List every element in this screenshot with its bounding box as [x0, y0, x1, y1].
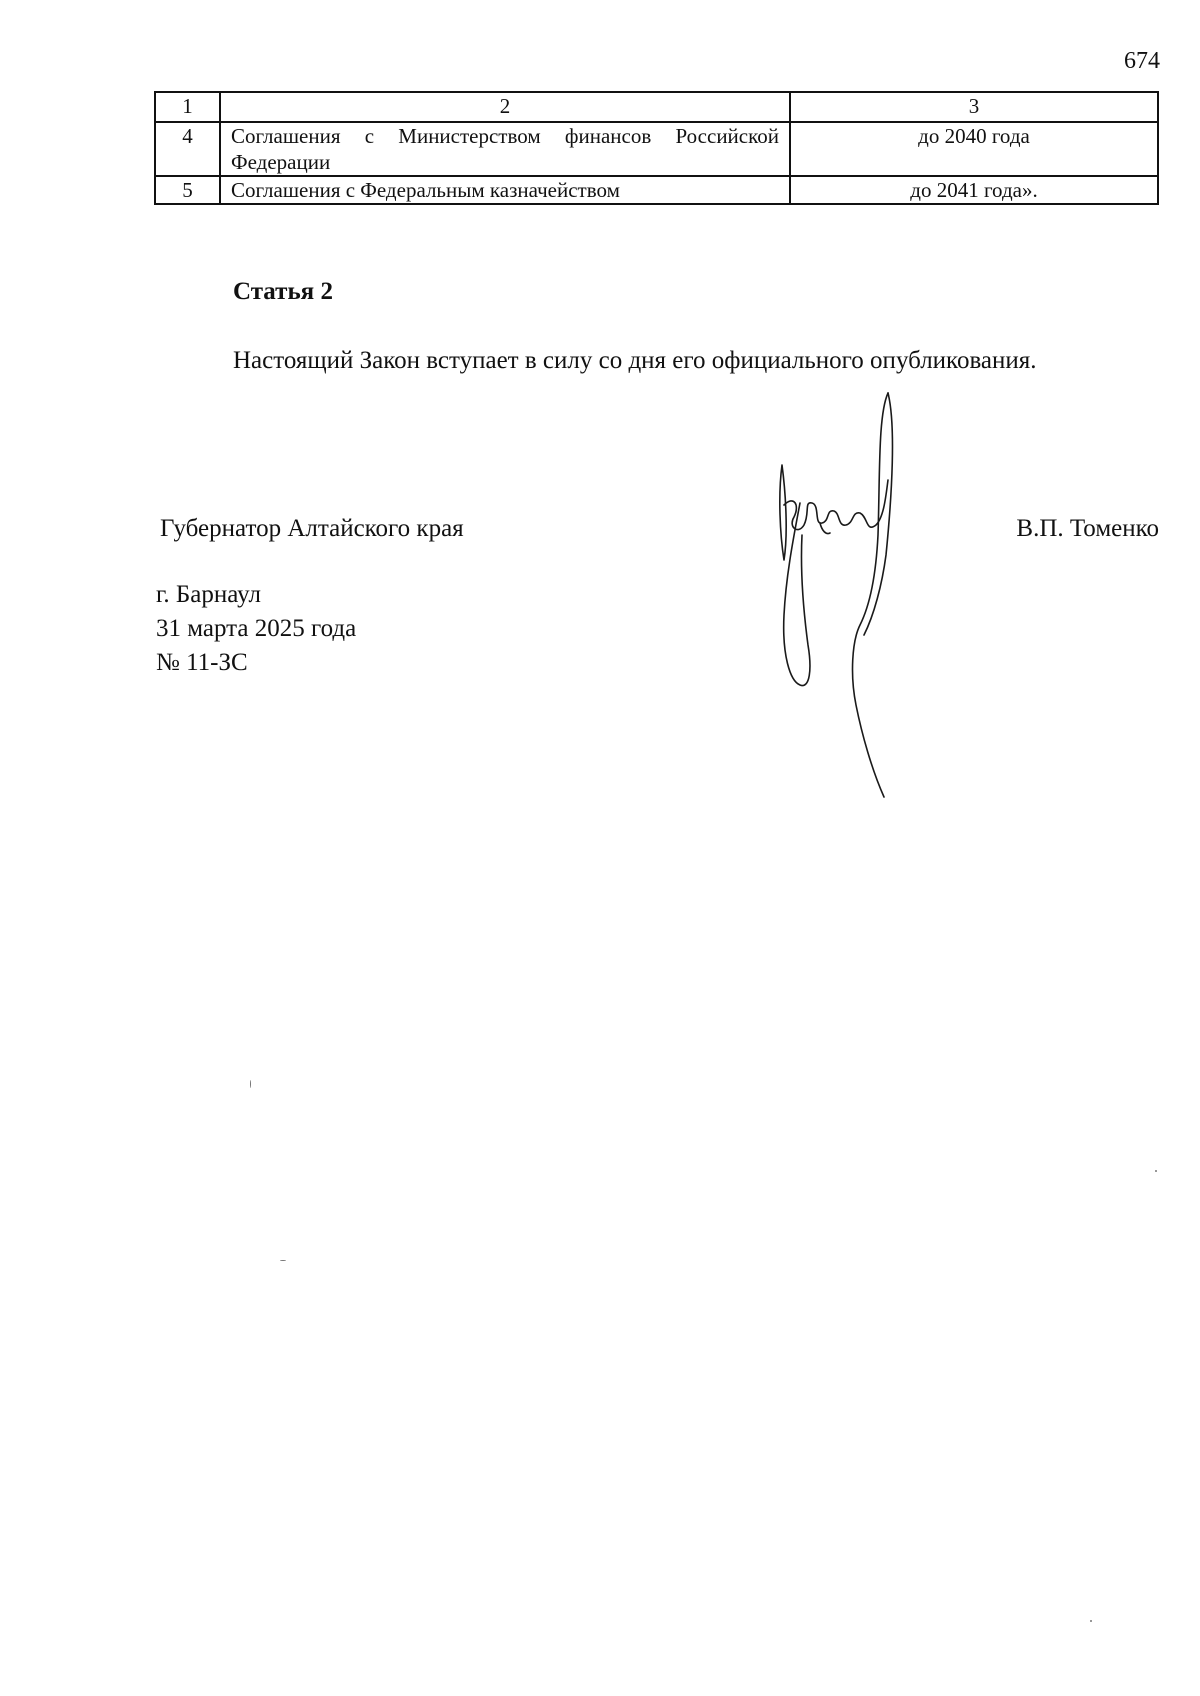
table-cell-text: Соглашения с Федеральным казначейством: [220, 176, 790, 204]
table-cell-term: до 2041 года».: [790, 176, 1158, 204]
table-cell-num: 4: [155, 122, 220, 176]
table-header-cell: 2: [220, 92, 790, 122]
page-number: 674: [1124, 48, 1160, 74]
scan-speck: [250, 1080, 251, 1088]
scan-speck: [1155, 1170, 1157, 1172]
law-number: № 11-ЗС: [156, 649, 248, 676]
table-row: [155, 122, 1158, 176]
article-title: Статья 2: [233, 278, 333, 305]
place-date-block: [156, 578, 356, 680]
table-cell-term: до 2040 года: [790, 122, 1158, 176]
table-cell-num: 5: [155, 176, 220, 204]
governor-position: Губернатор Алтайского края: [160, 515, 464, 542]
signature-image: [760, 385, 930, 805]
table-header-cell: 3: [790, 92, 1158, 122]
date: 31 марта 2025 года: [156, 615, 357, 642]
article-text: Настоящий Закон вступает в силу со дня его официального опубликования.: [233, 347, 1037, 374]
data-table: [154, 91, 1159, 205]
scan-speck: [280, 1260, 286, 1261]
governor-name: В.П. Томенко: [1016, 515, 1159, 542]
table-header-row: [155, 92, 1158, 122]
scan-speck: [1090, 1620, 1092, 1622]
table-header-cell: 1: [155, 92, 220, 122]
table-cell-text: Соглашения с Министерством финансов Российской Федерации: [220, 122, 790, 176]
table-row: [155, 176, 1158, 204]
city: г. Барнаул: [156, 581, 261, 608]
